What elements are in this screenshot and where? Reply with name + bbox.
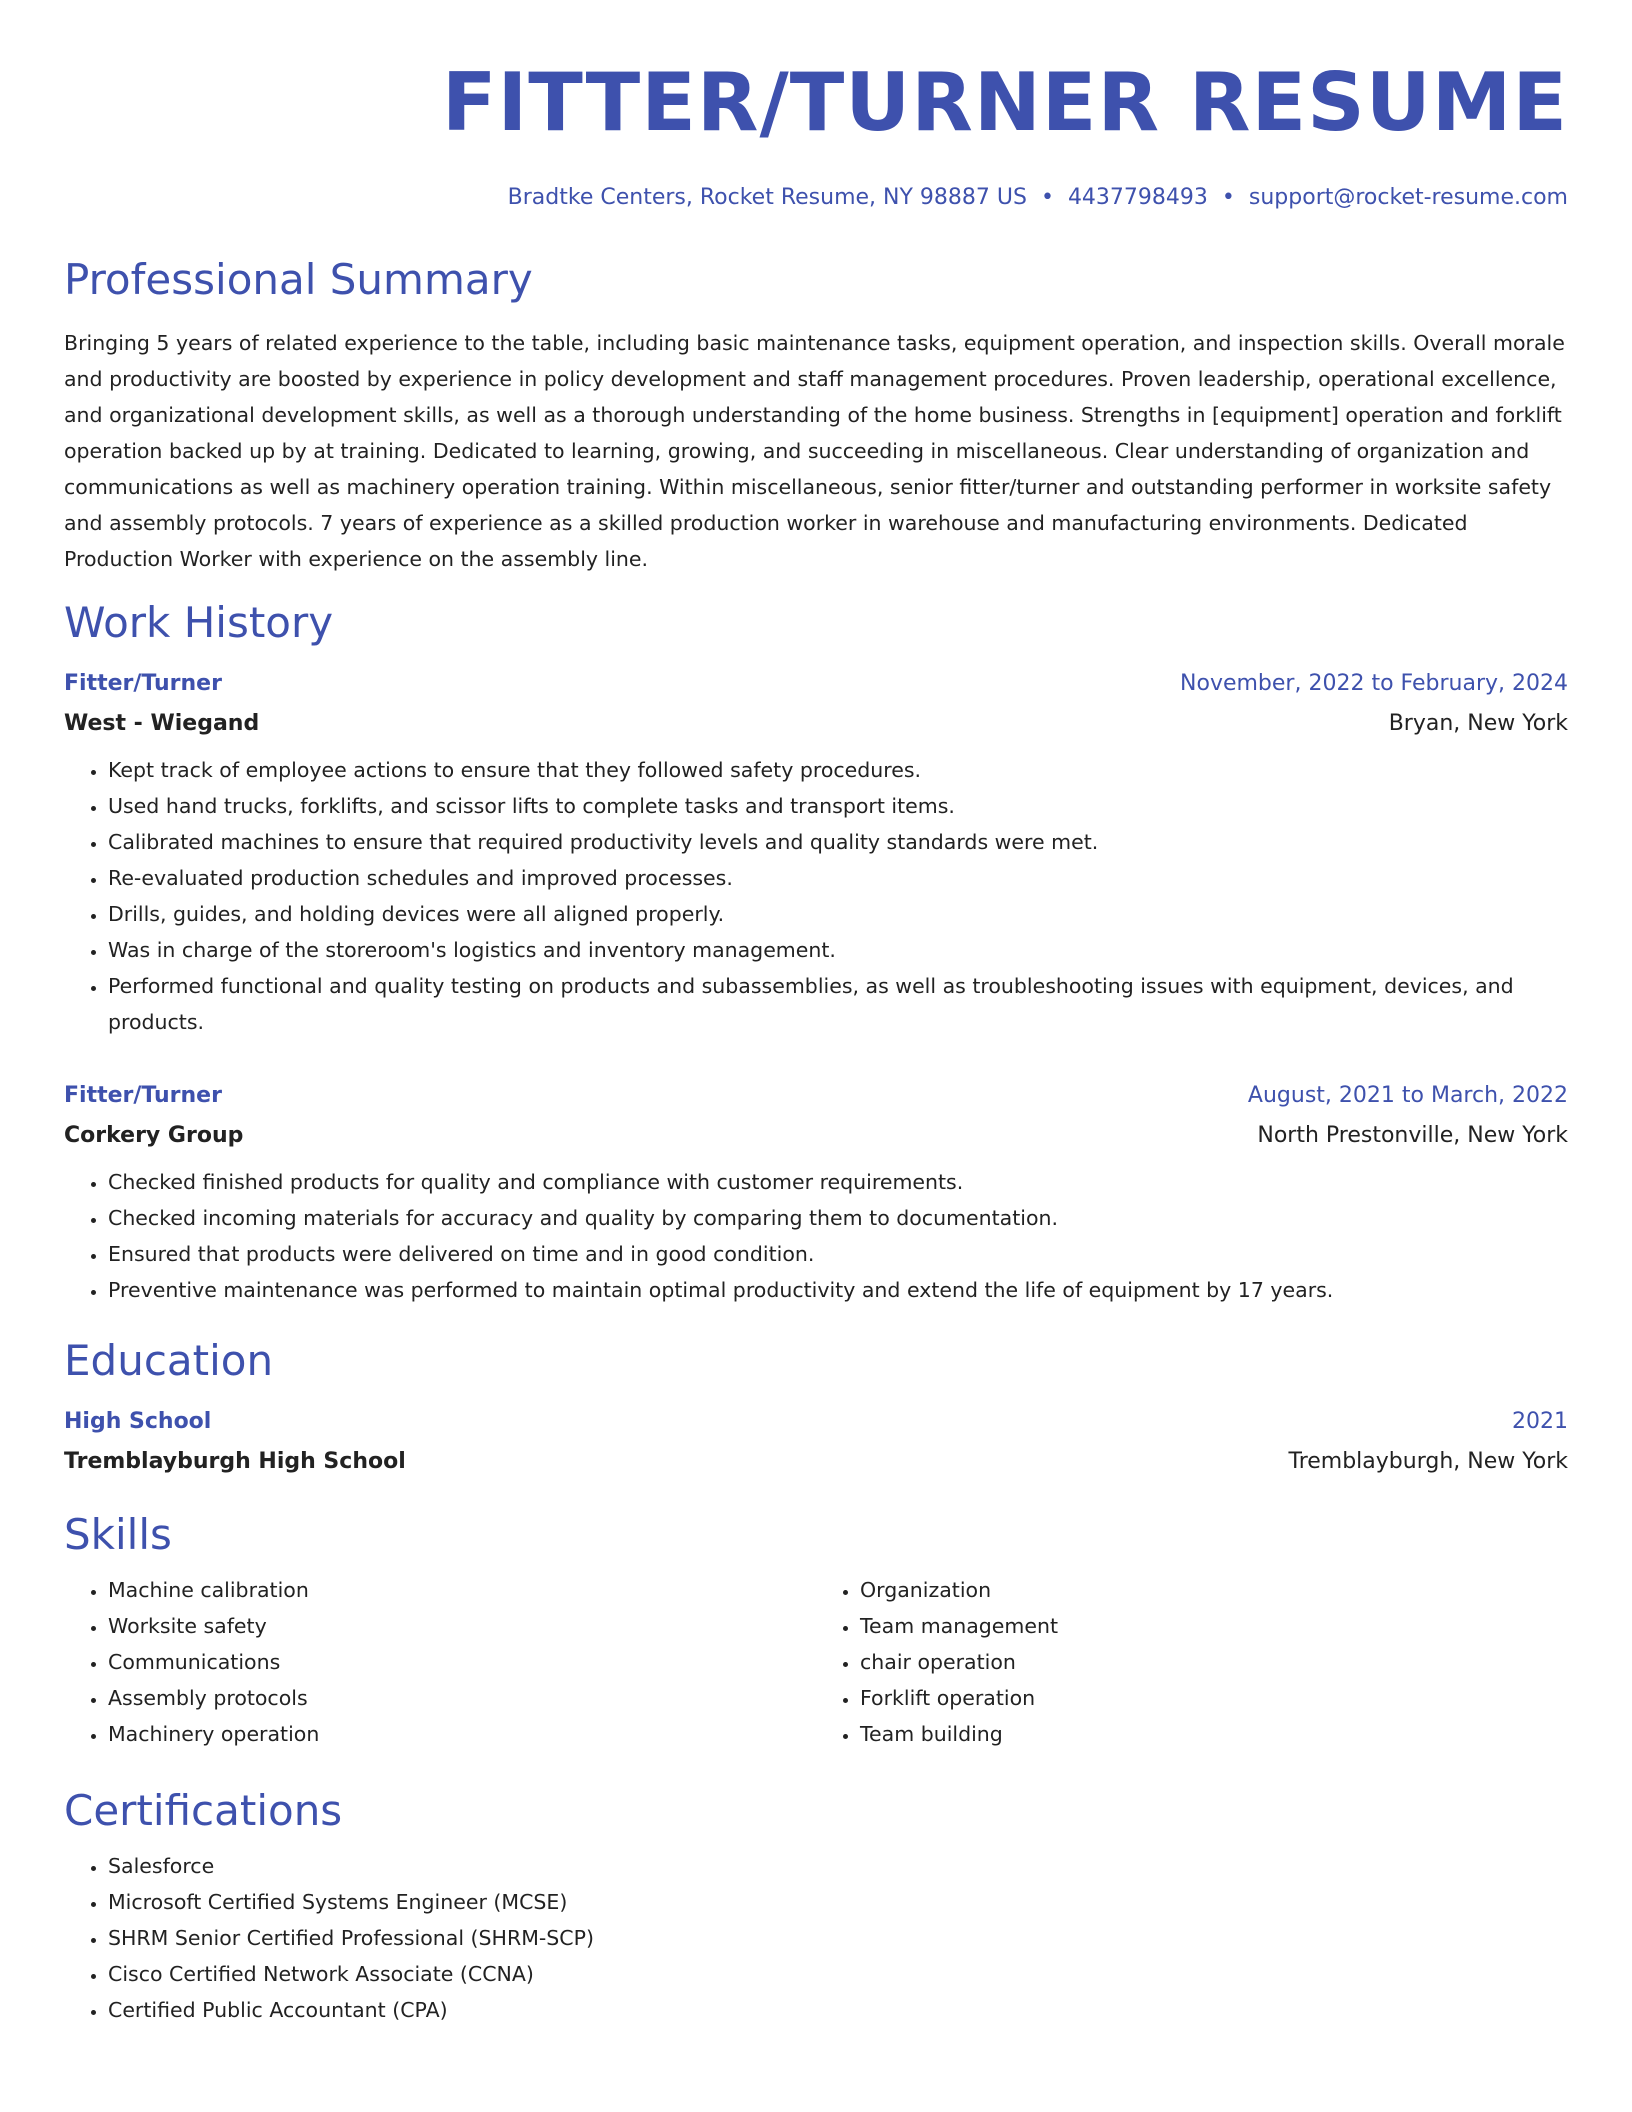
skill-item: • Worksite safety	[108, 1608, 816, 1644]
education-location: Tremblayburgh, New York	[1288, 1449, 1568, 1474]
skill-item: • Organization	[860, 1572, 1568, 1608]
skill-item: • Team building	[860, 1716, 1568, 1752]
certification-item: • Certified Public Accountant (CPA)	[108, 1992, 1568, 2028]
job-bullets	[64, 1164, 1568, 1308]
certification-item: • SHRM Senior Certified Professional (SHRM-SCP)	[108, 1920, 1568, 1956]
job-subheader	[64, 710, 1568, 738]
skills-grid	[64, 1572, 1568, 1752]
certification-item: • Salesforce	[108, 1848, 1568, 1884]
job-bullet: • Re-evaluated production schedules and improved processes.	[108, 860, 1568, 896]
skill-item: • Forklift operation	[860, 1680, 1568, 1716]
skill-item: • Communications	[108, 1644, 816, 1680]
certification-item: • Cisco Certified Network Associate (CCNA)	[108, 1956, 1568, 1992]
job-subheader	[64, 1122, 1568, 1150]
job-bullet: • Calibrated machines to ensure that required productivity levels and quality standards were met.	[108, 824, 1568, 860]
education-school: Tremblayburgh High School	[64, 1449, 406, 1474]
education-header	[64, 1408, 1568, 1436]
resume-name: FITTER/TURNER RESUME	[441, 56, 1568, 149]
job-bullet: • Preventive maintenance was performed to maintain optimal productivity and extend the life of equipment by 17 years.	[108, 1272, 1568, 1308]
skill-item: • Machine calibration	[108, 1572, 816, 1608]
contact-separator: •	[1040, 185, 1054, 210]
education-heading: Education	[64, 1336, 274, 1385]
skill-item: • Assembly protocols	[108, 1680, 816, 1716]
job-header	[64, 1082, 1568, 1110]
job-bullet: • Was in charge of the storeroom's logistics and inventory management.	[108, 932, 1568, 968]
contact-address: Bradtke Centers, Rocket Resume, NY 98887 US	[507, 185, 1027, 210]
resume-content	[64, 56, 1568, 2028]
certifications-list	[64, 1848, 1568, 2028]
job-dates: November, 2022 to February, 2024	[1180, 671, 1568, 696]
summary-text: Bringing 5 years of related experience to the table, including basic maintenance tasks, equipment operation, and inspection skills. Overall morale and productivity are boosted by experience in policy development and staff management procedures. Proven leadership, operational excellence, and organizational development skills, as well as a thorough understanding of the home business. Strengths in [equipment] operation and forklift operation backed up by at training. Dedicated to learning, growing, and succeeding in miscellaneous. Clear understanding of organization and communications as well as machinery operation training. Within miscellaneous, senior fitter/turner and outstanding performer in worksite safety and assembly protocols. 7 years of experience as a skilled production worker in warehouse and manufacturing environments. Dedicated Production Worker with experience on the assembly line.	[64, 331, 1565, 571]
certification-item: • Microsoft Certified Systems Engineer (MCSE)	[108, 1884, 1568, 1920]
contact-phone: 4437798493	[1067, 185, 1208, 210]
contact-email: support@rocket-resume.com	[1248, 185, 1568, 210]
job-bullet: • Ensured that products were delivered on time and in good condition.	[108, 1236, 1568, 1272]
job-bullet: • Performed functional and quality testing on products and subassemblies, as well as troubleshooting issues with equipment, devices, and products.	[108, 968, 1568, 1040]
skill-item: • Machinery operation	[108, 1716, 816, 1752]
job-title: Fitter/Turner	[64, 671, 222, 696]
education-degree: High School	[64, 1409, 212, 1434]
summary-heading: Professional Summary	[64, 255, 533, 304]
job-location: Bryan, New York	[1388, 711, 1568, 736]
job-title: Fitter/Turner	[64, 1083, 222, 1108]
job-header	[64, 670, 1568, 698]
job-bullet: • Checked finished products for quality and compliance with customer requirements.	[108, 1164, 1568, 1200]
skill-item: • Team management	[860, 1608, 1568, 1644]
skill-item: • chair operation	[860, 1644, 1568, 1680]
job-company: Corkery Group	[64, 1123, 244, 1148]
job-bullet: • Drills, guides, and holding devices were all aligned properly.	[108, 896, 1568, 932]
contact-line	[64, 184, 1568, 212]
job-dates: August, 2021 to March, 2022	[1247, 1083, 1568, 1108]
skills-heading: Skills	[64, 1510, 172, 1559]
skills-column-right	[816, 1572, 1568, 1752]
work-history-heading: Work History	[64, 598, 334, 647]
job-entry	[64, 1082, 1568, 1308]
job-location: North Prestonville, New York	[1257, 1123, 1568, 1148]
education-subheader	[64, 1448, 1568, 1476]
education-year: 2021	[1512, 1409, 1568, 1434]
job-entry	[64, 670, 1568, 1040]
job-company: West - Wiegand	[64, 711, 260, 736]
skills-column-left	[64, 1572, 816, 1752]
job-bullet: • Kept track of employee actions to ensure that they followed safety procedures.	[108, 752, 1568, 788]
job-bullet: • Checked incoming materials for accuracy and quality by comparing them to documentation.	[108, 1200, 1568, 1236]
job-bullets	[64, 752, 1568, 1040]
contact-separator: •	[1221, 185, 1235, 210]
certifications-heading: Certifications	[64, 1786, 343, 1835]
job-bullet: • Used hand trucks, forklifts, and scissor lifts to complete tasks and transport items.	[108, 788, 1568, 824]
education-entry	[64, 1408, 1568, 1476]
